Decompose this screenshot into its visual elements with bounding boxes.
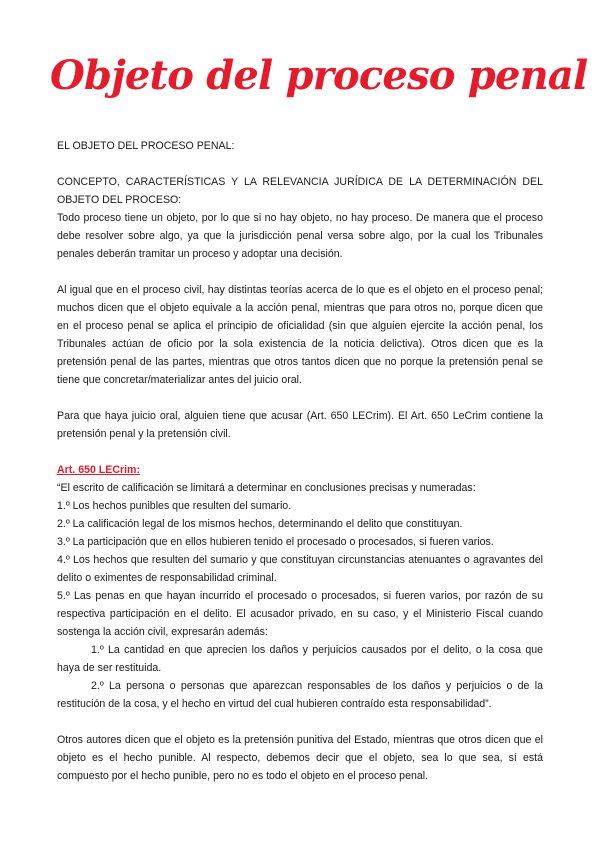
article-item: 2.º La calificación legal de los mismos hechos, determinando el delito que constituyan. [57, 518, 463, 530]
article-item: 4.º Los hechos que resulten del sumario y que constituyan circunstancias atenuantes o agravantes del delito o eximentes de responsabilidad criminal. [57, 554, 543, 584]
article-item: 1.º Los hechos punibles que resulten del sumario. [57, 500, 292, 512]
article-subitem: 1.º La cantidad en que aprecien los daños y perjuicios causados por el delito, o la cosa que haya de ser restituida. [57, 644, 543, 674]
closing-paragraph: Otros autores dicen que el objeto es la pretensión punitiva del Estado, mientras que otros dicen que el objeto es el hecho punible. Al respecto, debemos decir que el objeto, sea lo que sea, sí está compuesto por el hecho punible, pero no es todo el objeto en el proceso penal. [57, 734, 543, 782]
section-subheading: CONCEPTO, CARACTERÍSTICAS Y LA RELEVANCIA JURÍDICA DE LA DETERMINACIÓN DEL OBJETO DEL PROCESO: [57, 176, 543, 206]
document-body [57, 137, 543, 785]
document-title: Objeto del proceso penal [50, 52, 588, 99]
article-subitem: 2.º La persona o personas que aparezcan responsables de los daños y perjuicios o de la restitución de la cosa, y el hecho en virtud del cual hubieren contraído esta responsabilidad”. [57, 680, 543, 710]
spacer [57, 713, 543, 731]
paragraph: Al igual que en el proceso civil, hay distintas teorías acerca de lo que es el objeto en el proceso penal; muchos dicen que el objeto equivale a la acción penal, mientras que para otros no, porque dicen que en el proceso penal se aplica el principio de oficialidad (sin que alguien ejercite la acción penal, los Tribunales actúan de oficio por la sola existencia de la noticia delictiva). Otros dicen que es la pretensión penal de las partes, mientras que otros tantos dicen que no porque la pretensión penal se tiene que concretar/materializar antes del juicio oral. [57, 284, 543, 386]
article-item: 5.º Las penas en que hayan incurrido el procesado o procesados, si fueren varios, por razón de su respectiva participación en el delito. El acusador privado, en su caso, y el Ministerio Fiscal cuando sostenga la acción civil, expresarán además: [57, 590, 543, 638]
spacer [57, 389, 543, 407]
paragraph: Para que haya juicio oral, alguien tiene que acusar (Art. 650 LECrim). El Art. 650 LeCrim contiene la pretensión penal y la pretensión civil. [57, 410, 543, 440]
spacer [57, 155, 543, 173]
paragraph: Todo proceso tiene un objeto, por lo que si no hay objeto, no hay proceso. De manera que el proceso debe resolver sobre algo, ya que la jurisdicción penal versa sobre algo, por la cual los Tribunales penales deberán tramitar un proceso y adoptar una decisión. [57, 212, 543, 260]
article-heading [57, 461, 543, 479]
article-heading-text: Art. 650 LECrim: [57, 464, 141, 476]
article-item: 3.º La participación que en ellos hubieren tenido el procesado o procesados, si fueren varios. [57, 536, 494, 548]
spacer [57, 263, 543, 281]
spacer [57, 443, 543, 461]
section-heading: EL OBJETO DEL PROCESO PENAL: [57, 140, 235, 152]
article-intro: “El escrito de calificación se limitará a determinar en conclusiones precisas y numeradas: [57, 482, 476, 494]
